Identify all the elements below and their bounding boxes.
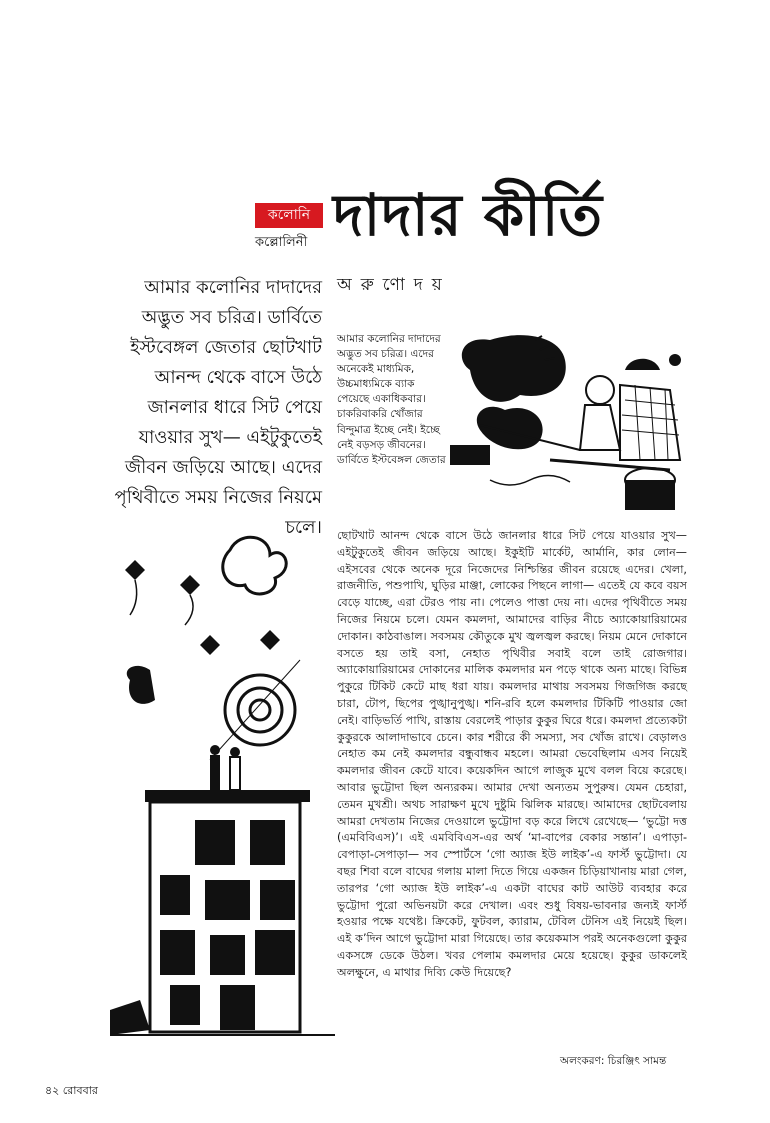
section-tag: কলোনি [255,203,323,228]
author-byline: অরুণোদয় [337,275,451,295]
intro-blurb: আমার কলোনির দাদাদের অদ্ভুত সব চরিত্র। ডার্বিতে ইস্টবেঙ্গল জেতার ছোটখাট আনন্দ থেকে বাসে উঠে জানলার ধারে সিট পেয়ে যাওয়ার সুখ— এইটুকুতেই জীবন জড়িয়ে আছে। এদের পৃথিবীতে সময় নিজের নিয়মে চলে। [114,277,322,538]
body-paragraph: ছোটখাট আনন্দ থেকে বাসে উঠে জানলার ধারে সিট পেয়ে যাওয়ার সুখ— এইটুকুতেই জীবন জড়িয়ে আছে। ইকুইটি মার্কেট, আর্মানি, কার লোন— এইসবের থেকে অনেক দূরে নিজেদের নিশ্চিন্তির জীবন রয়েছে এদের। খেলা, রাজনীতি, পশুপাখি, ঘুড়ির মাঞ্জা, লোকের পিছনে লাগা— এতেই যে কবে বয়স বেড়ে যাচ্ছে, এরা টেরও পায় না। পেলেও পাত্তা দেয় না। এদের পৃথিবীতে সময় নিজের নিয়মে চলে। যেমন কমলদা, আমাদের বাড়ির নীচে অ্যাকোয়ারিয়ামের দোকান। কাঠবাঙাল। সবসময় কৌতুকে মুখ জ্বলজ্বল করছে। নিয়ম মেনে দোকানে বসতে হয় তাই বসা, নেহাত পৃথিবীর সবাই বলে তাই রোজগার। অ্যাকোয়ারিয়ামের দোকানের মালিক কমলদার মন পড়ে থাকে অন্য মাছে। বিভিন্ন পুকুরে টিকিট কেটে মাছ ধরা যায়। কমলদার মাথায় সবসময় গিজগিজ করছে চারা, টোপ, ছিপের পুঙ্খানুপুঙ্খ। শনি-রবি হলে কমলদার টিকিটি পাওয়ার জো নেই। বাড়িভর্তি পাখি, রাস্তায় বেরলেই পাড়ার কুকুর ঘিরে ধরে। কমলদা প্রত্যেকটা কুকুরকে আলাদাভাবে চেনে। কার শরীরে কী সমস্যা, সব খোঁজ রাখে। বেড়ালও নেহাত কম নেই কমলদার বন্ধুবান্ধব মহলে। আমরা ভেবেছিলাম এসব নিয়েই কমলদার জীবন কেটে যাবে। কয়েকদিন আগে লাজুক মুখে বলল বিয়ে করেছে। আবার ভুট্টোদা ছিল অন্যরকম। আমার দেখা অন্যতম সুপুরুষ। যেমন চেহারা, তেমন মুখশ্রী। অথচ সারাক্ষণ মুখে দুষ্টুমি ঝিলিক মারছে। আমাদের ছোটবেলায় আমরা দেখতাম নিজের দেওয়ালে ভুট্টোদা বড় করে লিখে রেখেছে— ‘ভুট্টো দত্ত (এমবিবিএস)’। এই এমবিবিএস-এর অর্থ ‘মা-বাপের বেকার সন্তান’। এপাড়া-বেপাড়া-সেপাড়া— সব স্পোর্টসে ‘গো অ্যাজ ইউ লাইক’-এ ফার্স্ট ভুট্টোদা। যে বছর শিবা বলে বাঘের গলায় মালা দিতে গিয়ে একজন চিড়িয়াখানায় মারা গেল, তারপর ‘গো অ্যাজ ইউ লাইক’-এ একটা বাঘের কাট আউট ব্যবহার করে ভুট্টোদা পুরো অভিনয়টা করে দেখাল। এবং শুধু বিষয়-ভাবনার জন্যই ফার্স্ট হওয়ার পক্ষে যথেষ্ট। ক্রিকেট, ফুটবল, ক্যারাম, টেবিল টেনিস এই নিয়েই ছিল। এই ক’দিন আগে ভুট্টোদা মারা গিয়েছে। তার কয়েকমাস পরই অনেকগুলো কুকুর একসঙ্গে ডেকে উঠল। খবর পেলাম কমলদার মেয়ে হয়েছে। কুকুর ডাকলেই অলক্ষুনে, এ মাথার দিব্যি কেউ দিয়েছে? [337,529,687,979]
section-subtitle: কল্লোলিনী [255,235,308,250]
page-folio: ৪২ রোববার [45,1084,98,1097]
fishing-illustration [450,330,690,520]
article-title: দাদার কীর্তি [333,181,603,249]
body-text-main [337,528,687,982]
rooftop-kites-illustration [110,530,335,1050]
body-text-column-top: আমার কলোনির দাদাদের অদ্ভুত সব চরিত্র। এদের অনেকেই মাধ্যমিক, উচ্চমাধ্যমিকে ব্যাক পেয়েছে একাধিকবার। চাকরিবাকরি খোঁজার বিন্দুমাত্র ইচ্ছে নেই। ইচ্ছে নেই বড়সড় জীবনের। ডার্বিতে ইস্টবেঙ্গল জেতার [337,333,446,466]
illustration-credit: অলংকরণ: চিরঞ্জিৎ সামন্ত [560,1055,667,1067]
